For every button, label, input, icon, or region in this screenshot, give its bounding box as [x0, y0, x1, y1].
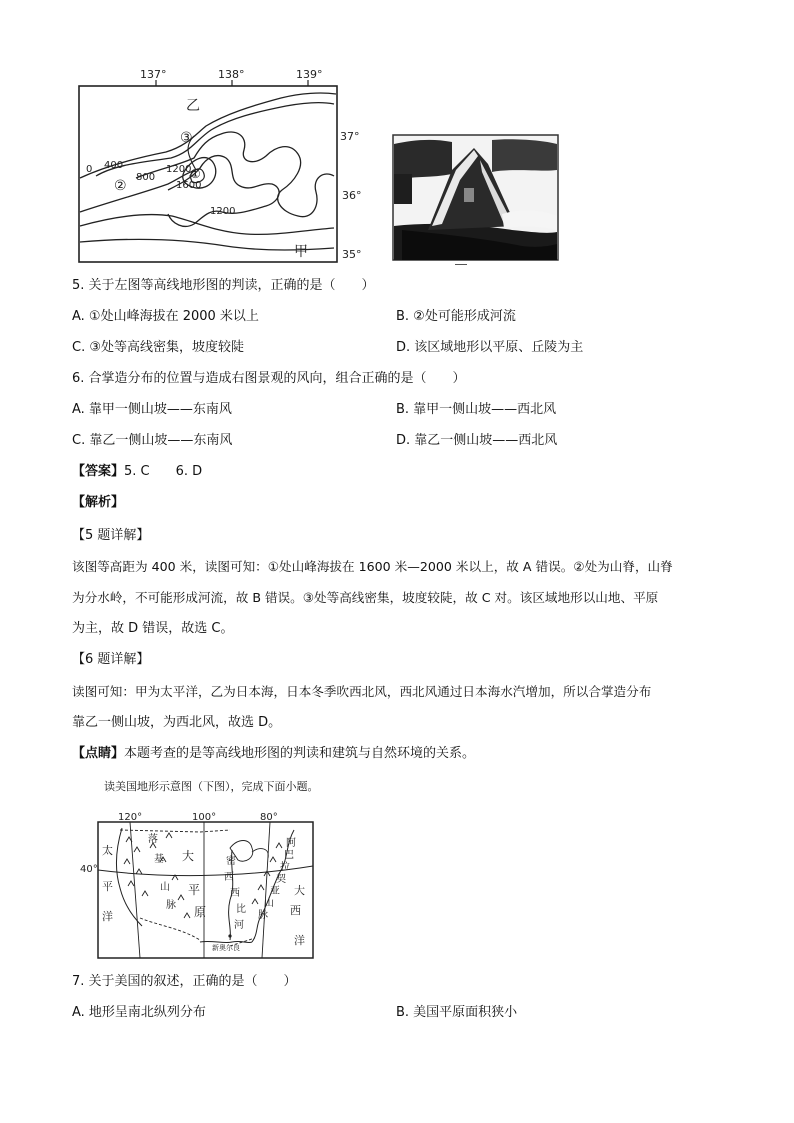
appalachian-4: 契 [276, 874, 286, 885]
plains-1: 大 [182, 849, 195, 863]
photo-caption-dash [455, 264, 467, 265]
contour-label-400: 400 [104, 160, 124, 171]
rocky-2: 基 [154, 854, 164, 865]
miss-4: 比 [236, 904, 246, 915]
miss-1: 密 [226, 856, 236, 867]
miss-3: 西 [230, 888, 240, 899]
usa-terrain-map [80, 808, 320, 960]
lat-label-35: 35° [342, 248, 362, 261]
ocean-right-2: 西 [290, 904, 301, 917]
answer-line [72, 464, 202, 480]
lon-label-80: 80° [260, 812, 278, 823]
appalachian-6: 山 [264, 898, 274, 909]
q6-option-c: C. 靠乙一侧山坡——东南风 [72, 433, 233, 448]
marker-2: ② [114, 178, 127, 194]
place-label-yi: 乙 [186, 98, 200, 114]
q6-option-d: D. 靠乙一侧山坡——西北风 [396, 433, 558, 448]
contour-label-1600: 1600 [176, 180, 202, 191]
answer-text: 5. C 6. D [124, 464, 203, 479]
q5-option-d: D. 该区域地形以平原、丘陵为主 [396, 340, 584, 355]
analysis-label: 【解析】 [72, 495, 125, 510]
contour-label-1200: 1200 [166, 164, 192, 175]
lon-label-138: 138° [218, 68, 245, 81]
question-7-stem: 7. 关于美国的叙述，正确的是（ ） [72, 974, 297, 989]
q6-option-b: B. 靠甲一侧山坡——西北风 [396, 402, 557, 417]
lat-label-36: 36° [342, 189, 362, 202]
dianjing-label: 【点睛】 [72, 746, 125, 761]
ocean-left-1: 太 [102, 844, 113, 857]
contour-label-800: 800 [136, 172, 156, 183]
q5-detail-line-1: 该图等高距为 400 米，读图可知：①处山峰海拔在 1600 米—2000 米以上，故 A 错误。②处为山脊，山脊 [72, 559, 673, 574]
q5-option-a: A. ①处山峰海拔在 2000 米以上 [72, 309, 259, 324]
q6-detail-line-1: 读图可知：甲为太平洋，乙为日本海，日本冬季吹西北风，西北风通过日本海水汽增加，所以合掌造分布 [72, 684, 652, 699]
ocean-right-1: 大 [294, 884, 305, 897]
miss-5: 河 [234, 920, 244, 931]
contour-label-1200b: 1200 [210, 206, 236, 217]
appalachian-5: 亚 [270, 886, 280, 897]
appalachian-3: 拉 [280, 862, 290, 873]
city-new-orleans: 新奥尔良 [212, 944, 240, 952]
lon-label-120: 120° [118, 812, 143, 823]
q6-option-a: A. 靠甲一侧山坡——东南风 [72, 402, 232, 417]
q7-option-b: B. 美国平原面积狭小 [396, 1005, 518, 1020]
contour-map [76, 66, 362, 266]
q5-option-b: B. ②处可能形成河流 [396, 309, 516, 324]
ocean-left-2: 平 [102, 880, 113, 893]
plains-3: 原 [194, 905, 207, 919]
appalachian-2: 巴 [284, 850, 294, 861]
lon-label-139: 139° [296, 68, 323, 81]
appalachian-7: 脉 [258, 910, 268, 921]
lon-label-100: 100° [192, 812, 217, 823]
q5-detail-line-3: 为主，故 D 错误，故选 C。 [72, 621, 234, 636]
contour-label-0: 0 [86, 164, 93, 175]
answer-label: 【答案】 [72, 464, 125, 479]
q5-detail-line-2: 为分水岭，不可能形成河流，故 B 错误。③处等高线密集，坡度较陡，故 C 对。该区域地形以山地、平原 [72, 590, 659, 605]
miss-2: 西 [224, 872, 234, 883]
question-5-stem: 5. 关于左图等高线地形图的判读，正确的是（ ） [72, 278, 375, 293]
q6-detail-label: 【6 题详解】 [72, 652, 150, 667]
intro-text: 读美国地形示意图（下图），完成下面小题。 [104, 780, 319, 793]
place-label-jia: 甲 [294, 244, 308, 260]
marker-1: ① [190, 167, 201, 181]
rocky-3: 山 [160, 882, 170, 893]
marker-3: ③ [180, 130, 193, 146]
dianjing-line [72, 746, 475, 762]
lon-label-137: 137° [140, 68, 167, 81]
q7-option-a: A. 地形呈南北纵列分布 [72, 1005, 206, 1020]
lat-label-37: 37° [340, 130, 360, 143]
plains-2: 平 [188, 883, 201, 897]
gassho-house-photo [392, 134, 560, 262]
q6-detail-line-2: 靠乙一侧山坡，为西北风，故选 D。 [72, 715, 282, 730]
appalachian-1: 阿 [286, 838, 296, 849]
question-6-stem: 6. 合掌造分布的位置与造成右图景观的风向，组合正确的是（ ） [72, 371, 466, 386]
q5-detail-label: 【5 题详解】 [72, 528, 150, 543]
dianjing-text: 本题考查的是等高线地形图的判读和建筑与自然环境的关系。 [124, 746, 476, 761]
rocky-1: 落 [148, 834, 158, 845]
q5-option-c: C. ③处等高线密集，坡度较陡 [72, 340, 244, 355]
rocky-4: 脉 [166, 900, 176, 911]
ocean-left-3: 洋 [102, 910, 113, 923]
ocean-right-3: 洋 [294, 934, 305, 947]
lat-label-40: 40° [80, 864, 98, 875]
